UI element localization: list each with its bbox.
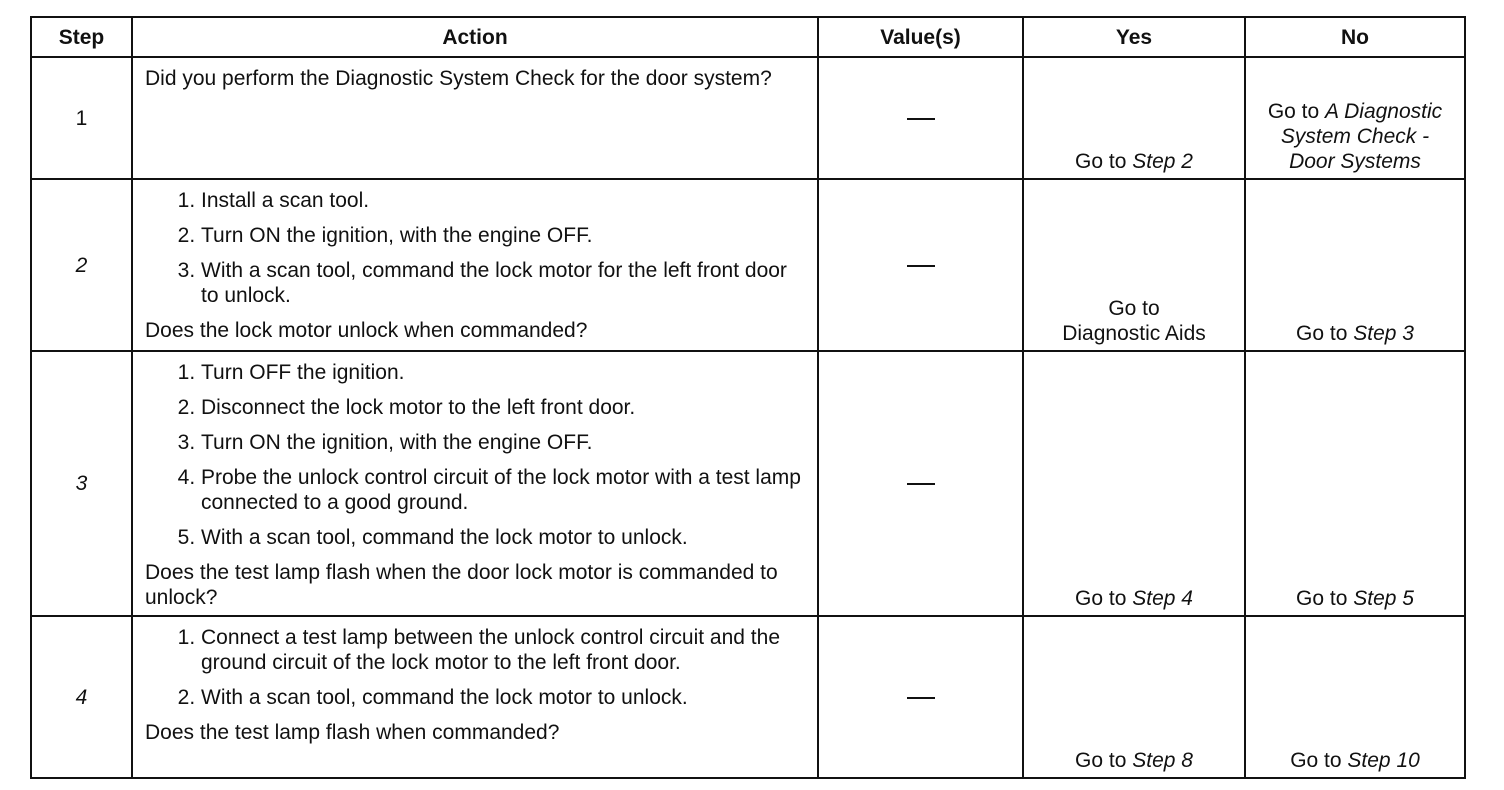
action-question: Does the test lamp flash when the door lock motor is commanded to unlock? [145,561,778,609]
yes-prefix: Go to [1075,150,1127,173]
substep-item: 3. With a scan tool, command the lock motor for the left front door to unlock. [201,258,803,308]
value-dash [907,265,935,267]
no-link[interactable]: Step 5 [1353,587,1414,610]
diagnostic-table [30,16,1466,779]
table-row [31,351,1465,616]
no-cell [1245,179,1465,351]
no-cell [1245,57,1465,179]
action-substeps [145,188,803,308]
substep-item: 4. Probe the unlock control circuit of the lock motor with a test lamp connected to a good ground. [201,465,803,515]
no-cell [1245,351,1465,616]
yes-prefix: Go to [1108,297,1160,320]
no-prefix: Go to [1296,587,1348,610]
header-step: Step [31,17,132,57]
no-link[interactable]: A Diagnostic System Check - Door Systems [1280,100,1443,173]
table-row [31,616,1465,778]
yes-cell [1023,57,1245,179]
action-cell [132,351,818,616]
yes-link[interactable]: Step 4 [1132,587,1193,610]
value-dash [907,483,935,485]
step-number: 4 [31,616,132,778]
yes-prefix: Go to [1075,749,1127,772]
no-link[interactable]: Step 3 [1353,322,1414,345]
no-prefix: Go to [1296,322,1348,345]
table-row [31,57,1465,179]
value-cell [818,616,1023,778]
action-question: Does the test lamp flash when commanded? [145,721,560,744]
yes-prefix: Go to [1075,587,1127,610]
substep-item: 2. With a scan tool, command the lock motor to unlock. [201,685,803,710]
yes-cell [1023,616,1245,778]
value-dash [907,118,935,120]
substep-item: 5. With a scan tool, command the lock motor to unlock. [201,525,803,550]
header-row [31,17,1465,57]
header-values: Value(s) [818,17,1023,57]
no-link[interactable]: Step 10 [1347,749,1420,772]
yes-cell [1023,179,1245,351]
action-question: Does the lock motor unlock when commanded? [145,319,588,342]
step-number: 3 [31,351,132,616]
yes-link[interactable]: Step 8 [1132,749,1193,772]
yes-link[interactable]: Diagnostic Aids [1062,322,1206,345]
table-row [31,179,1465,351]
substep-item: 1. Install a scan tool. [201,188,803,213]
substep-item: 2. Turn ON the ignition, with the engine OFF. [201,223,803,248]
step-number: 2 [31,179,132,351]
action-substeps [145,360,803,550]
header-no: No [1245,17,1465,57]
substep-item: 1. Turn OFF the ignition. [201,360,803,385]
action-substeps [145,625,803,710]
substep-item: 3. Turn ON the ignition, with the engine OFF. [201,430,803,455]
action-cell [132,616,818,778]
yes-cell [1023,351,1245,616]
no-prefix: Go to [1267,100,1320,123]
step-number: 1 [31,57,132,179]
no-cell [1245,616,1465,778]
header-action: Action [132,17,818,57]
yes-link[interactable]: Step 2 [1132,150,1193,173]
substep-item: 2. Disconnect the lock motor to the left front door. [201,395,803,420]
value-cell [818,351,1023,616]
substep-item: 1. Connect a test lamp between the unlock control circuit and the ground circuit of the lock motor to the left front door. [201,625,803,675]
value-cell [818,57,1023,179]
header-yes: Yes [1023,17,1245,57]
value-cell [818,179,1023,351]
action-cell [132,57,818,179]
action-cell [132,179,818,351]
no-prefix: Go to [1290,749,1342,772]
value-dash [907,697,935,699]
action-question: Did you perform the Diagnostic System Check for the door system? [145,67,772,90]
